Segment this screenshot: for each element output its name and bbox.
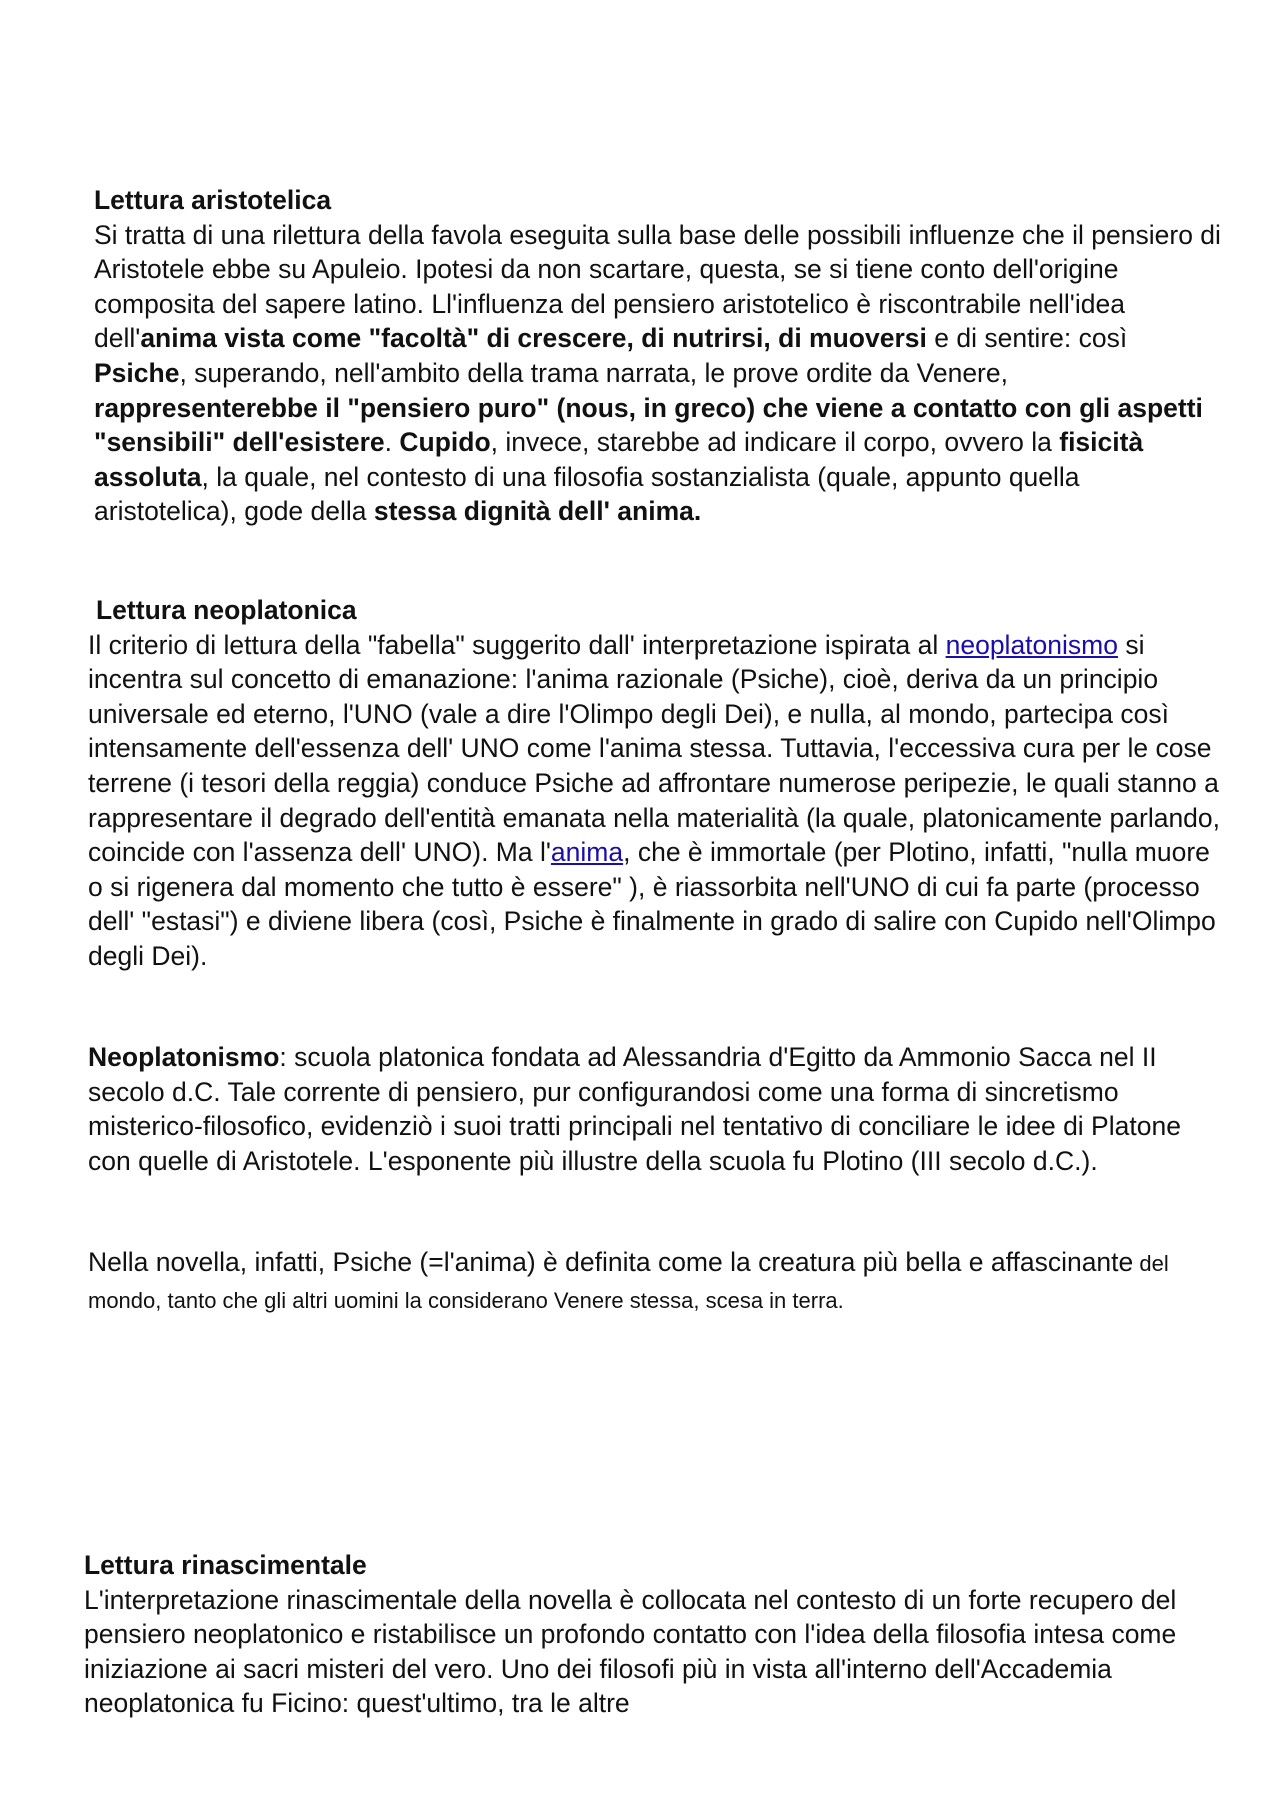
heading-lettura-rinascimentale: Lettura rinascimentale [84,1550,367,1580]
bold-run: rappresenterebbe il "pensiero puro" (nous, in greco) che viene a contatto con gli aspetti "sensibili" dell'esistere [94,392,1203,458]
text-run: , superando, nell'ambito della trama narrata, le prove ordite da Venere, [179,357,1008,388]
heading-lettura-neoplatonica: Lettura neoplatonica [96,595,357,625]
section-lettura-rinascimentale [84,1548,1224,1721]
bold-run: Cupido [399,427,491,458]
text-run: Nella novella, infatti, Psiche (=l'anima) è definita come la creatura più bella e affascinante [88,1247,1134,1277]
heading-lettura-aristotelica: Lettura aristotelica [94,185,332,215]
paragraph-neoplatonismo [88,1040,1228,1178]
bold-run: Psiche [94,357,180,388]
link-anima[interactable]: anima [550,837,624,868]
text-run: : scuola platonica fondata ad Alessandria d'Egitto da Ammonio Sacca nel II secolo d.C. Tale corrente di pensiero, pur configurandosi come una forma di sincretismo misterico-filosofico, evidenziò i suoi tratti principali nel tentativo di conciliare le idee di Platone con quelle di Aristotele. L'esponente più illustre della scuola fu Plotino (III secolo d.C.). [88,1042,1181,1176]
paragraph-novella [88,1245,1228,1318]
bold-run: fisicità assoluta [94,427,1144,492]
section-neoplatonismo-definition [88,1040,1228,1178]
text-run: , che è immortale (per Plotino, infatti, "nulla muore o si rigenera dal momento che tutto è essere" ), è riassorbita nell'UNO di cui fa parte (processo dell' "estasi") e diviene libera (così, Psiche è finalmente in grado di salire con Cupido nell'Olimpo degli Dei). [88,837,1216,971]
paragraph-aristotelica [94,218,1224,529]
text-run: Si tratta di una rilettura della favola eseguita sulla base delle possibili influenze che il pensiero di Aristotele ebbe su Apuleio. Ipotesi da non scartare, questa, se si tiene conto dell'origine composita del sapere latino. Ll'influenza del pensiero aristotelico è riscontrabile nell'idea dell' [94,219,1221,354]
section-lettura-aristotelica [94,183,1224,529]
paragraph-neoplatonica [88,628,1228,974]
term-neoplatonismo: Neoplatonismo [88,1042,280,1072]
text-run: e di sentire: così [926,323,1128,354]
text-run: . [384,427,400,458]
bold-run: anima vista come "facoltà" di crescere, di nutrirsi, di muoversi [140,323,927,354]
text-run: , la quale, nel contesto di una filosofia sostanzialista (quale, appunto quella aristotelica), gode della [94,461,1080,527]
text-run: , invece, starebbe ad indicare il corpo, ovvero la [490,427,1060,458]
link-neoplatonismo[interactable]: neoplatonismo [945,629,1118,660]
text-run-small: del mondo, tanto che gli altri uomini la considerano Venere stessa, scesa in terra. [88,1251,1169,1313]
paragraph-rinascimentale: L'interpretazione rinascimentale della novella è collocata nel contesto di un forte recupero del pensiero neoplatonico e ristabilisce un profondo contatto con l'idea della filosofia intesa come iniziazione ai sacri misteri del vero. Uno dei filosofi più in vista all'interno dell'Accademia neoplatonica fu Ficino: quest'ultimo, tra le altre [84,1584,1177,1719]
text-run: Il criterio di lettura della "fabella" suggerito dall' interpretazione ispirata al [88,629,946,660]
section-lettura-neoplatonica [88,593,1228,974]
text-run: si incentra sul concetto di emanazione: l'anima razionale (Psiche), cioè, deriva da un principio universale ed eterno, l'UNO (vale a dire l'Olimpo degli Dei), e nulla, al mondo, partecipa così intensamente dell'essenza dell' UNO come l'anima stessa. Tuttavia, l'eccessiva cura per le cose terrene (i tesori della reggia) conduce Psiche ad affrontare numerose peripezie, le quali stanno a rappresentare il degrado dell'entità emanata nella materialità (la quale, platonicamente parlando, coincide con l'assenza dell' UNO). Ma l' [88,629,1221,868]
section-novella [88,1245,1228,1318]
bold-run: stessa dignità dell' anima. [373,496,702,527]
